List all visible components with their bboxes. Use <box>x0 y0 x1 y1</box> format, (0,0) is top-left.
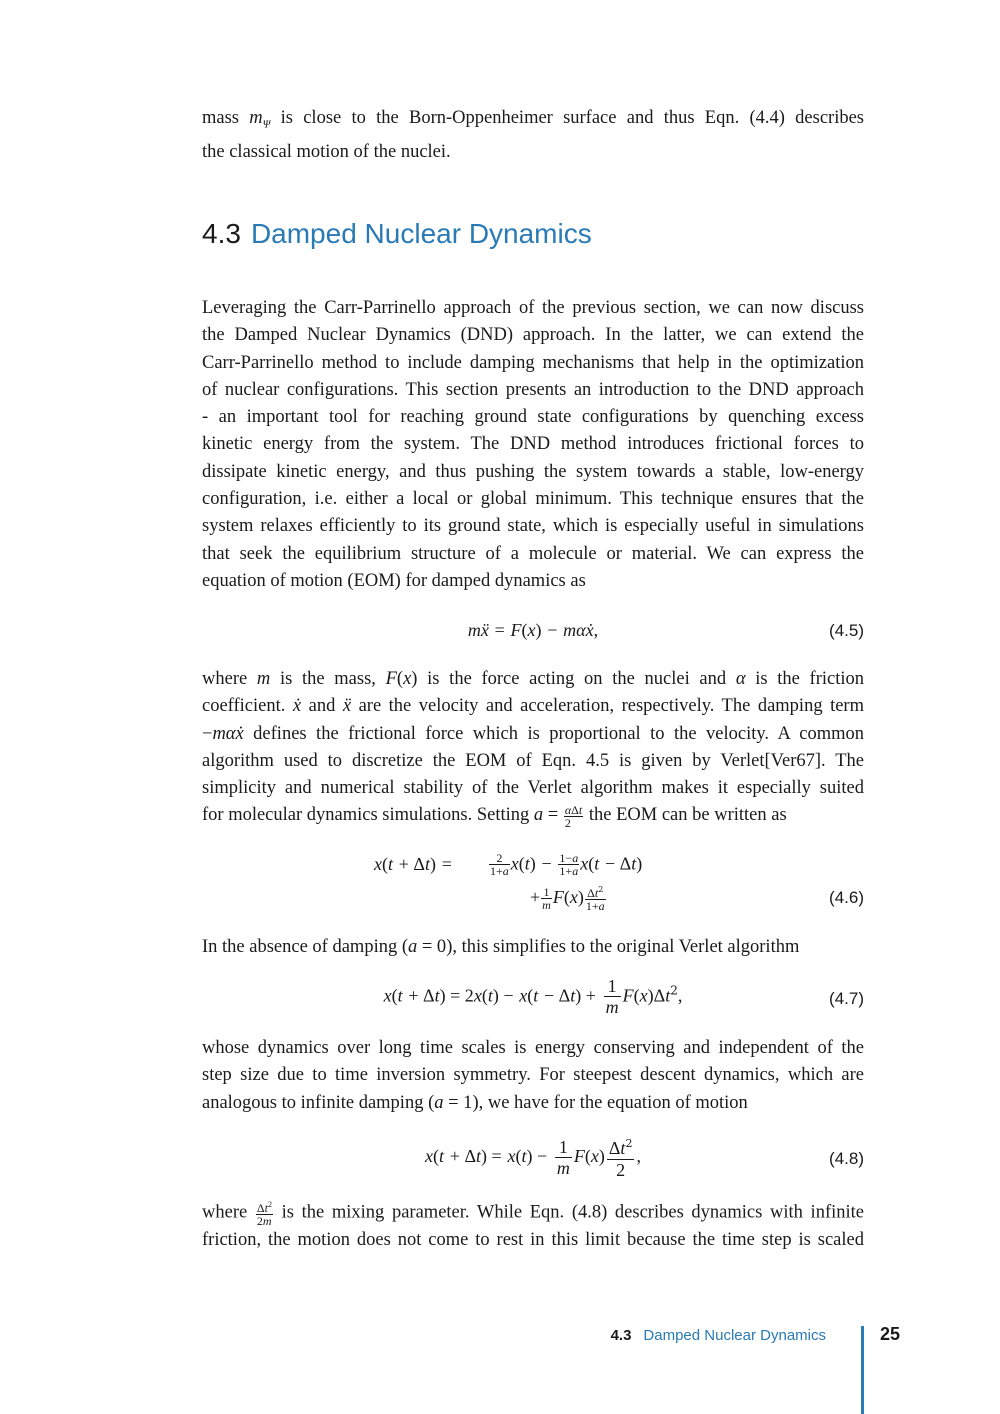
footer-section-title: Damped Nuclear Dynamics <box>643 1327 826 1344</box>
paragraph-mixing-parameter: where $\frac{\Delta t^2}{2m}$ is the mixing parameter. While Eqn. (4.8) describes dynamics with infinite friction, the motion does not come to rest in this limit because the time step is scaled <box>202 1199 864 1254</box>
text-line: - an important tool for reaching ground state configurations by quenching excess <box>202 407 864 428</box>
equation-4-6 <box>202 852 864 916</box>
intro-mass-symbol <box>249 108 271 131</box>
section-heading <box>202 218 592 250</box>
intro-text: mass <box>202 108 250 128</box>
equation-number: (4.6) <box>829 888 864 907</box>
text-line: system relaxes efficiently to its ground state, which is especially useful in simulations <box>202 516 864 537</box>
mass-var: m <box>249 108 263 128</box>
paragraph-no-damping: In the absence of damping (a = 0), this simplifies to the original Verlet algorithm <box>202 937 800 957</box>
equation-number: (4.5) <box>829 621 864 640</box>
text-line: the Damped Nuclear Dynamics (DND) approach. In the latter, we can extend the <box>202 325 864 346</box>
paragraph-dnd-intro <box>202 295 864 595</box>
equation-body: mẍ = F(x) − mαẋ, <box>467 620 599 640</box>
text-line: Leveraging the Carr-Parrinello approach of the previous section, we can now discuss <box>202 298 864 318</box>
equation-body: x(t + Δt) = 2x(t) − x(t − Δt) + $\frac{1}{m}$ $F(x)\Delta t^2$, <box>383 976 683 1017</box>
mass-subscript: Ψ <box>262 118 271 131</box>
math-damping-term: mαẋ <box>212 723 244 744</box>
math-alpha: α <box>735 669 746 689</box>
equation-rhs-line1: $\frac{2}{1+a}$ x(t) − $\frac{1-a}{1+a}$ x(t − Δt) <box>490 851 643 878</box>
text-line: of nuclear configurations. This section presents an introduction to the DND approach <box>202 379 864 400</box>
text-line: step size due to time inversion symmetry. For steepest descent dynamics, which are <box>202 1065 864 1086</box>
equation-lhs: x(t + Δt) = <box>374 854 452 874</box>
text-line: simplicity and numerical stability of the Verlet algorithm makes it especially suited <box>202 778 864 799</box>
paragraph-steepest-descent: whose dynamics over long time scales is energy conserving and independent of the step size due to time inversion symmetry. For steepest descent dynamics, which are analogous to infinite damping (a = 1), we have for the equation of motion <box>202 1035 864 1117</box>
math-a-definition: a <box>533 805 544 826</box>
text-line: configuration, i.e. either a local or global minimum. This technique ensures that the <box>202 489 864 510</box>
text-line: equation of motion (EOM) for damped dynamics as <box>202 570 586 591</box>
text-line: friction, the motion does not come to rest in this limit because the time step is scaled <box>202 1230 864 1250</box>
text-line: Carr-Parrinello method to include damping mechanisms that help in the optimization <box>202 352 864 373</box>
page-number: 25 <box>880 1324 901 1344</box>
math-acceleration: ẍ <box>342 696 352 717</box>
equation-4-7 <box>202 976 864 1022</box>
intro-paragraph <box>202 105 864 166</box>
text-line: that seek the equilibrium structure of a molecule or material. We can express the <box>202 543 864 564</box>
footer-divider <box>861 1326 864 1414</box>
section-number: 4.3 <box>202 218 241 249</box>
text-line: dissipate kinetic energy, and thus pushing the system towards a stable, low-energy <box>202 461 864 482</box>
equation-4-5 <box>202 620 864 644</box>
equation-number: (4.8) <box>829 1149 864 1168</box>
text-line: algorithm used to discretize the EOM of Eqn. 4.5 is given by Verlet[Ver67]. The <box>202 750 864 771</box>
intro-text: the classical motion of the nuclei. <box>202 141 451 162</box>
running-footer <box>611 1327 826 1344</box>
text-line: whose dynamics over long time scales is energy conserving and independent of the <box>202 1038 864 1058</box>
math-force: F <box>385 669 397 689</box>
text-line: kinetic energy from the system. The DND method introduces frictional forces to <box>202 434 864 455</box>
footer-section-number: 4.3 <box>610 1327 632 1344</box>
math-m: m <box>256 669 271 689</box>
equation-4-8 <box>202 1134 864 1182</box>
paragraph-eom-explanation: where m is the mass, F(x) is the force acting on the nuclei and α is the friction coefficient. ẋ and ẍ are the velocity and acceleration, respectively. The damping term −mαẋ defines the frictional force which is proportional to the velocity. A common algorithm used to discretize the EOM of Eqn. 4.5 is given by Verlet[Ver67]. The simplicity and numerical stability of the Verlet algorithm makes it especially suited for molecular dynamics simulations. Setting a = $\frac{\text{αΔt}}{2}$ the EOM can be written as <box>202 669 864 830</box>
section-title: Damped Nuclear Dynamics <box>250 218 592 249</box>
intro-text: is close to the Born-Oppenheimer surface and thus Eqn. (4.4) describes <box>270 108 865 128</box>
math-velocity: ẋ <box>292 696 302 717</box>
equation-body: x(t + Δt) = x(t) − $\frac{1}{m}$ F(x) $\frac{\Delta t^2}{2}$ , <box>202 1134 864 1180</box>
equation-rhs-line2: + $\frac{1}{m}$ F(x) $\frac{\Delta t^2}{1+a}$ <box>530 884 605 913</box>
equation-number: (4.7) <box>829 989 864 1008</box>
